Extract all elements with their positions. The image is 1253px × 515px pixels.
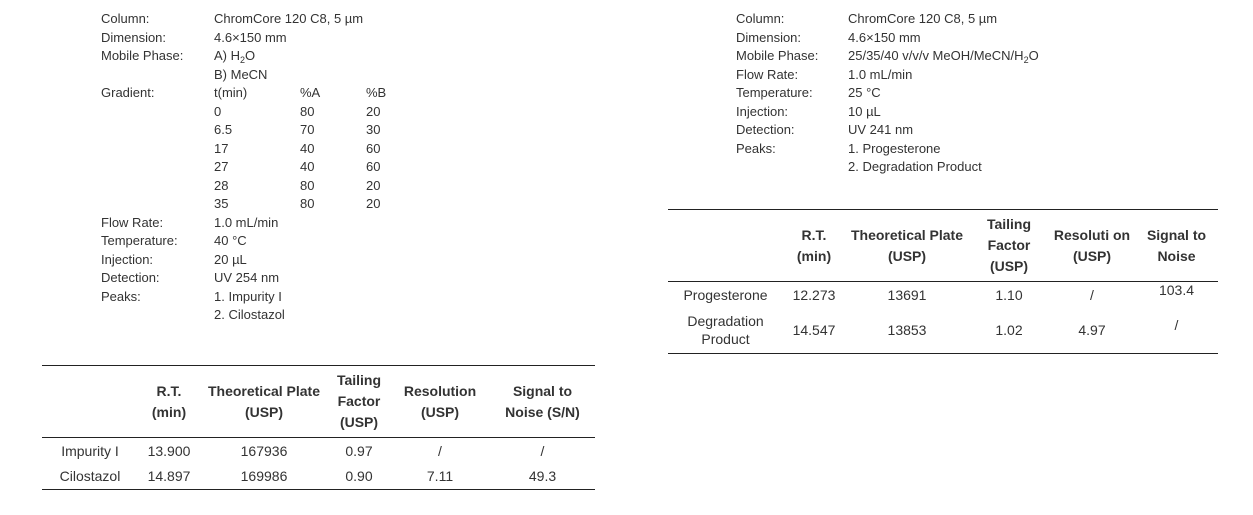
- param-detection: [736, 121, 1156, 140]
- param-value: UV 241 nm: [848, 122, 914, 137]
- param-label: Gradient:: [101, 85, 155, 100]
- table-cell: Degradation Product: [687, 313, 764, 348]
- table-cell: 49.3: [528, 468, 557, 485]
- table-cell: 13691: [887, 286, 927, 303]
- table-row: [42, 438, 595, 464]
- column-header: Theoretical Plate (USP): [850, 226, 964, 264]
- table-cell: 14.547: [792, 322, 836, 339]
- param-label: Column:: [101, 11, 150, 26]
- param-label: Dimension:: [101, 29, 167, 45]
- table-cell: 0.97: [345, 442, 373, 459]
- table-cell: 7.11: [426, 468, 454, 485]
- param-value: B) MeCN: [214, 66, 268, 82]
- param-temperature: [736, 84, 1156, 103]
- param-value: 1. Progesterone: [848, 140, 941, 156]
- left-method-parameters: [101, 10, 481, 325]
- table-cell: 12.273: [792, 286, 836, 303]
- gradient-row: 35 80 20: [214, 196, 381, 211]
- param-injection: [736, 103, 1156, 122]
- param-peaks: [101, 288, 481, 307]
- table-cell: /: [438, 442, 442, 459]
- param-value: 25 °C: [848, 85, 881, 100]
- right-method-parameters: [736, 10, 1156, 177]
- table-cell: 167936: [240, 442, 288, 459]
- param-value: 4.6×150 mm: [848, 29, 921, 45]
- param-mobile-phase-b: [101, 66, 481, 85]
- param-detection: [101, 269, 481, 288]
- param-value: 4.6×150 mm: [214, 29, 287, 45]
- param-mobile-phase: [101, 47, 481, 66]
- table-cell: 13853: [887, 322, 927, 339]
- param-flow-rate: [736, 66, 1156, 85]
- param-injection: [101, 251, 481, 270]
- table-cell: 1.10: [995, 286, 1023, 303]
- param-value: ChromCore 120 C8, 5 µm: [214, 11, 364, 26]
- column-header: [42, 366, 138, 438]
- table-header-row: [42, 366, 595, 438]
- param-label: Temperature:: [101, 233, 178, 248]
- param-value: 25/35/40 v/v/v MeOH/$MeCN/H_2O$: [848, 48, 1039, 65]
- column-header: Resolution (USP): [403, 382, 477, 420]
- table-cell: 0.90: [345, 468, 373, 485]
- gradient-row: 27 40 60: [214, 159, 381, 174]
- param-value: 40 °C: [214, 233, 247, 248]
- param-value: 2. Degradation Product: [848, 159, 982, 174]
- gradient-row: 17 40 60: [214, 140, 381, 156]
- param-label: Detection:: [101, 270, 160, 285]
- param-peaks-2: [736, 158, 1156, 177]
- column-header: Tailing Factor (USP): [336, 372, 382, 430]
- param-label: Temperature:: [736, 85, 813, 100]
- param-value: 1.0 mL/min: [848, 66, 913, 82]
- param-label: Flow Rate:: [736, 66, 799, 82]
- param-peaks-2: [101, 306, 481, 325]
- param-label: Peaks:: [101, 288, 141, 304]
- param-label: Flow Rate:: [101, 214, 164, 230]
- param-column: [101, 10, 481, 29]
- table-cell: 13.900: [147, 442, 191, 459]
- param-value: 1. Impurity I: [214, 288, 282, 304]
- table-cell: 103.4: [1158, 281, 1195, 298]
- param-dimension: [101, 29, 481, 48]
- gradient-row: 6.5 70 30: [214, 122, 381, 137]
- table-row: [42, 464, 595, 490]
- table-cell: 4.97: [1078, 322, 1106, 339]
- param-value: 1.0 mL/min: [214, 214, 279, 230]
- param-label: Injection:: [736, 103, 789, 119]
- param-label: Column:: [736, 11, 785, 26]
- table-cell: Impurity I: [61, 442, 119, 459]
- param-label: Peaks:: [736, 140, 776, 156]
- param-value: UV 254 nm: [214, 270, 280, 285]
- column-header: Signal to Noise (S/N): [505, 382, 580, 420]
- table-row: [668, 282, 1218, 308]
- table-cell: /: [1174, 317, 1179, 334]
- param-dimension: [736, 29, 1156, 48]
- param-label: Injection:: [101, 251, 154, 267]
- left-results-table: [42, 365, 595, 490]
- param-gradient: Gradient: t(min) %A %B: [101, 84, 481, 103]
- right-results-table: [668, 209, 1218, 354]
- param-value: 10 µL: [848, 103, 881, 119]
- table-cell: Cilostazol: [59, 468, 121, 485]
- table-cell: /: [1090, 286, 1094, 303]
- param-peaks: [736, 140, 1156, 159]
- param-mobile-phase: [736, 47, 1156, 66]
- table-cell: /: [540, 442, 545, 459]
- column-header: R.T. (min): [796, 226, 832, 264]
- column-header: Resoluti on (USP): [1053, 226, 1131, 264]
- column-header: Tailing Factor (USP): [986, 216, 1032, 274]
- param-label: Mobile Phase:: [101, 48, 184, 63]
- table-cell: Progesterone: [683, 286, 768, 303]
- param-label: Dimension:: [736, 29, 802, 45]
- table-cell: 14.897: [147, 468, 191, 485]
- param-value: 2. Cilostazol: [214, 307, 285, 322]
- table-cell: 1.02: [995, 322, 1023, 339]
- table-row: [668, 308, 1218, 354]
- param-flow-rate: [101, 214, 481, 233]
- param-column: [736, 10, 1156, 29]
- column-header: [668, 210, 783, 282]
- param-value: 20 µL: [214, 251, 247, 267]
- column-header: R.T. (min): [151, 382, 187, 420]
- param-label: Detection:: [736, 122, 795, 137]
- column-header: Signal to Noise: [1146, 226, 1207, 264]
- param-label: Mobile Phase:: [736, 48, 819, 63]
- param-value: A) $H_2O$: [214, 48, 256, 65]
- column-header: Theoretical Plate (USP): [207, 382, 321, 420]
- table-header-row: [668, 210, 1218, 282]
- param-temperature: [101, 232, 481, 251]
- gradient-row: 0 80 20: [214, 103, 381, 119]
- param-value: ChromCore 120 C8, 5 µm: [848, 11, 998, 26]
- gradient-row: 28 80 20: [214, 177, 381, 193]
- table-cell: 169986: [240, 468, 288, 485]
